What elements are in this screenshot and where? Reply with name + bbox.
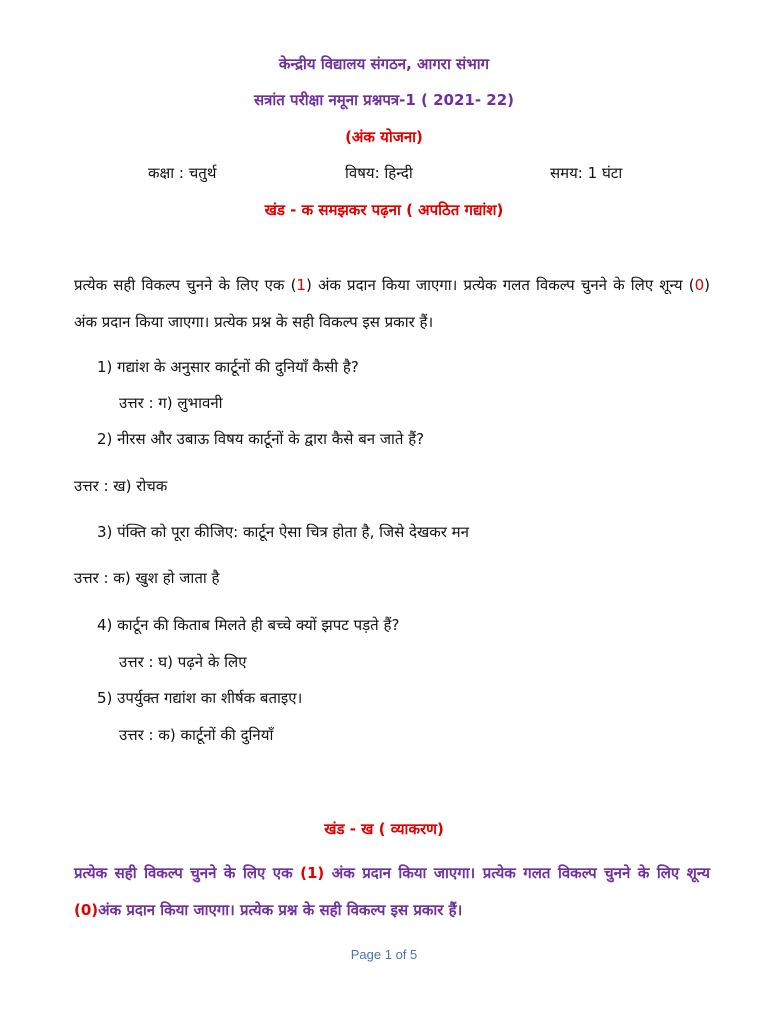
question-1: 1) गद्यांश के अनुसार कार्टूनों की दुनियाँ कैसी है?: [97, 358, 359, 376]
question-2: 2) नीरस और उबाऊ विषय कार्टूनों के द्वारा कैसे बन जाते हैं?: [97, 430, 425, 448]
answer-5: उत्तर : क) कार्टूनों की दुनियाँ: [119, 726, 274, 744]
instruction-text: ) अंक प्रदान किया जाएगा। प्रत्येक प्रश्न के सही विकल्प इस प्रकार हैं।: [74, 276, 710, 331]
answer-3: उत्तर : क) खुश हो जाता है: [74, 569, 220, 587]
exam-title: सत्रांत परीक्षा नमूना प्रश्नपत्र-1 ( 2021- 22): [253, 91, 515, 109]
answer-1: उत्तर : ग) लुभावनी: [119, 394, 223, 412]
question-3: 3) पंक्ति को पूरा कीजिए: कार्टून ऐसा चित्र होता है, जिसे देखकर मन: [97, 523, 469, 541]
instruction-text: ) अंक प्रदान किया जाएगा। प्रत्येक गलत विकल्प चुनने के लिए शून्य (: [305, 276, 695, 294]
instruction-text: प्रत्येक सही विकल्प चुनने के लिए एक: [74, 864, 301, 882]
answer-2: उत्तर : ख) रोचक: [74, 477, 168, 495]
question-4: 4) कार्टून की किताब मिलते ही बच्चे क्यों झपट पड़ते हैं?: [97, 616, 400, 634]
section-a-instruction: [74, 267, 710, 341]
section-b-title: खंड - ख ( व्याकरण): [324, 820, 444, 838]
org-title: केन्द्रीय विद्यालय संगठन, आगरा संभाग: [278, 55, 490, 73]
subject-label: विषय: हिन्दी: [345, 164, 413, 182]
time-label: समय: 1 घंटा: [550, 164, 623, 182]
instruction-text: अंक प्रदान किया जाएगा। प्रत्येक प्रश्न के सही विकल्प इस प्रकार हैं।: [98, 901, 463, 919]
instruction-zero: 0: [694, 276, 705, 294]
instruction-zero: (0): [74, 901, 99, 919]
class-label: कक्षा : चतुर्थ: [148, 164, 217, 182]
page-number: Page 1 of 5: [350, 947, 418, 962]
answer-4: उत्तर : घ) पढ़ने के लिए: [119, 653, 247, 671]
scheme-title: (अंक योजना): [345, 128, 423, 146]
instruction-one: 1: [296, 276, 306, 294]
instruction-one: (1): [300, 864, 325, 882]
instruction-text: अंक प्रदान किया जाएगा। प्रत्येक गलत विकल्प चुनने के लिए शून्य: [324, 864, 710, 882]
section-b-instruction: [74, 855, 710, 929]
instruction-text: प्रत्येक सही विकल्प चुनने के लिए एक (: [74, 276, 297, 294]
question-5: 5) उपर्युक्त गद्यांश का शीर्षक बताइए।: [97, 689, 303, 707]
section-a-title: खंड - क समझकर पढ़ना ( अपठित गद्यांश): [264, 201, 504, 219]
